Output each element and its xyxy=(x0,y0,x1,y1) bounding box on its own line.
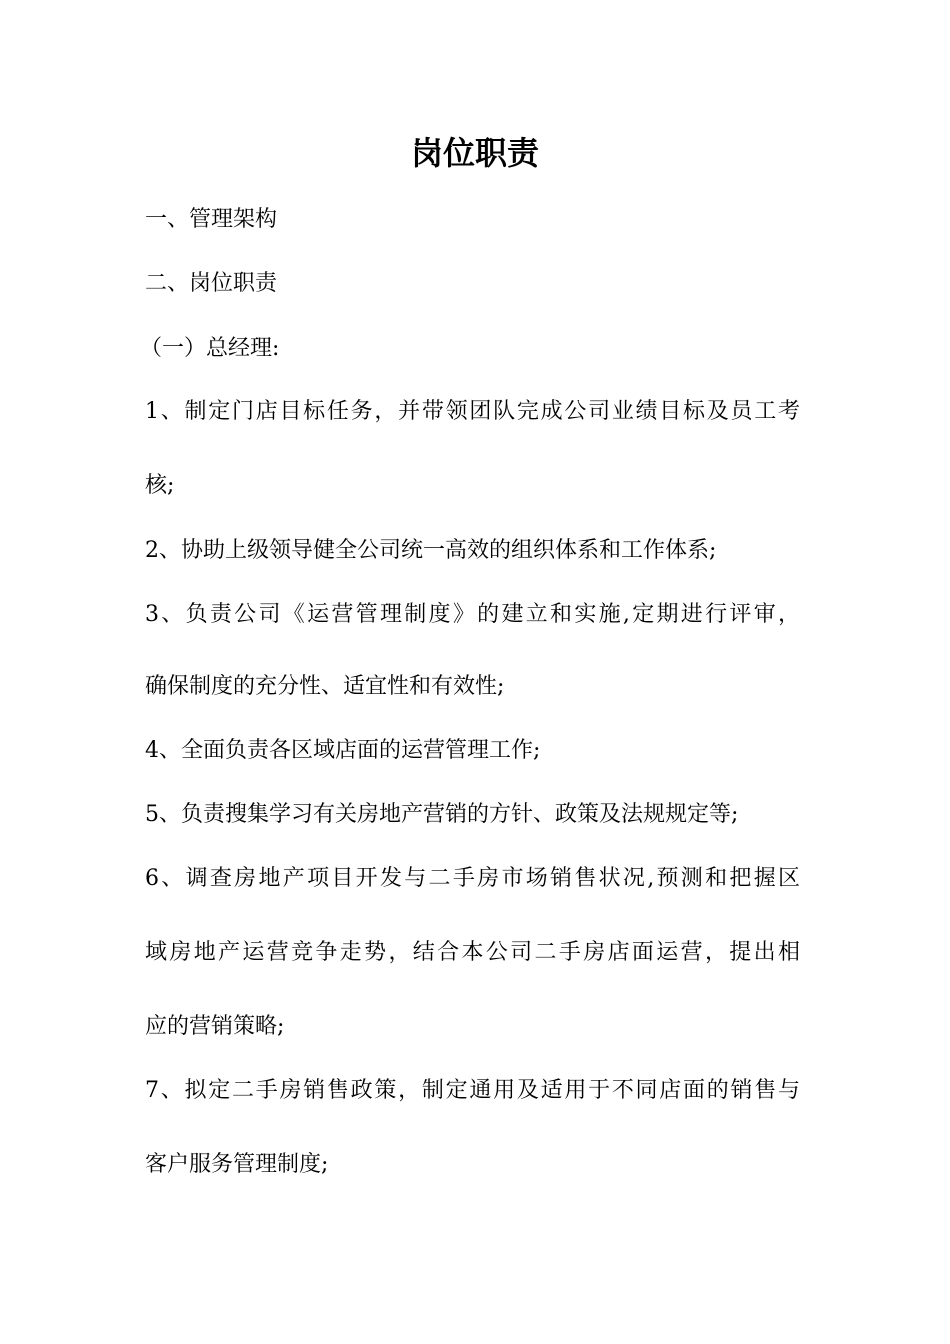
duty-item-2: 2、协助上级领导健全公司统一高效的组织体系和工作体系; xyxy=(145,538,717,563)
duty-item-6-line-3: 应的营销策略; xyxy=(145,1014,285,1039)
document-title: 岗位职责 xyxy=(410,134,539,172)
subsection-heading-general-manager: （一）总经理: xyxy=(140,336,280,361)
duty-item-4: 4、全面负责各区域店面的运营管理工作; xyxy=(145,738,541,763)
duty-item-5: 5、负责搜集学习有关房地产营销的方针、政策及法规规定等; xyxy=(145,802,739,827)
duty-item-7-line-1: 7、拟定二手房销售政策，制定通用及适用于不同店面的销售与 xyxy=(145,1078,800,1103)
duty-item-3-line-1: 3、负责公司《运营管理制度》的建立和实施,定期进行评审， xyxy=(145,602,800,627)
section-heading-job-duties: 二、岗位职责 xyxy=(145,271,278,296)
duty-item-1-line-2: 核; xyxy=(145,473,175,498)
duty-item-7-line-2: 客户服务管理制度; xyxy=(145,1152,329,1177)
duty-item-3-line-2: 确保制度的充分性、适宜性和有效性; xyxy=(145,674,505,699)
duty-item-6-line-1: 6、调查房地产项目开发与二手房市场销售状况,预测和把握区 xyxy=(145,866,800,891)
duty-item-6-line-2: 域房地产运营竞争走势，结合本公司二手房店面运营，提出相 xyxy=(145,940,800,965)
duty-item-1-line-1: 1、制定门店目标任务，并带领团队完成公司业绩目标及员工考 xyxy=(145,399,800,424)
section-heading-management-structure: 一、管理架构 xyxy=(145,207,278,232)
